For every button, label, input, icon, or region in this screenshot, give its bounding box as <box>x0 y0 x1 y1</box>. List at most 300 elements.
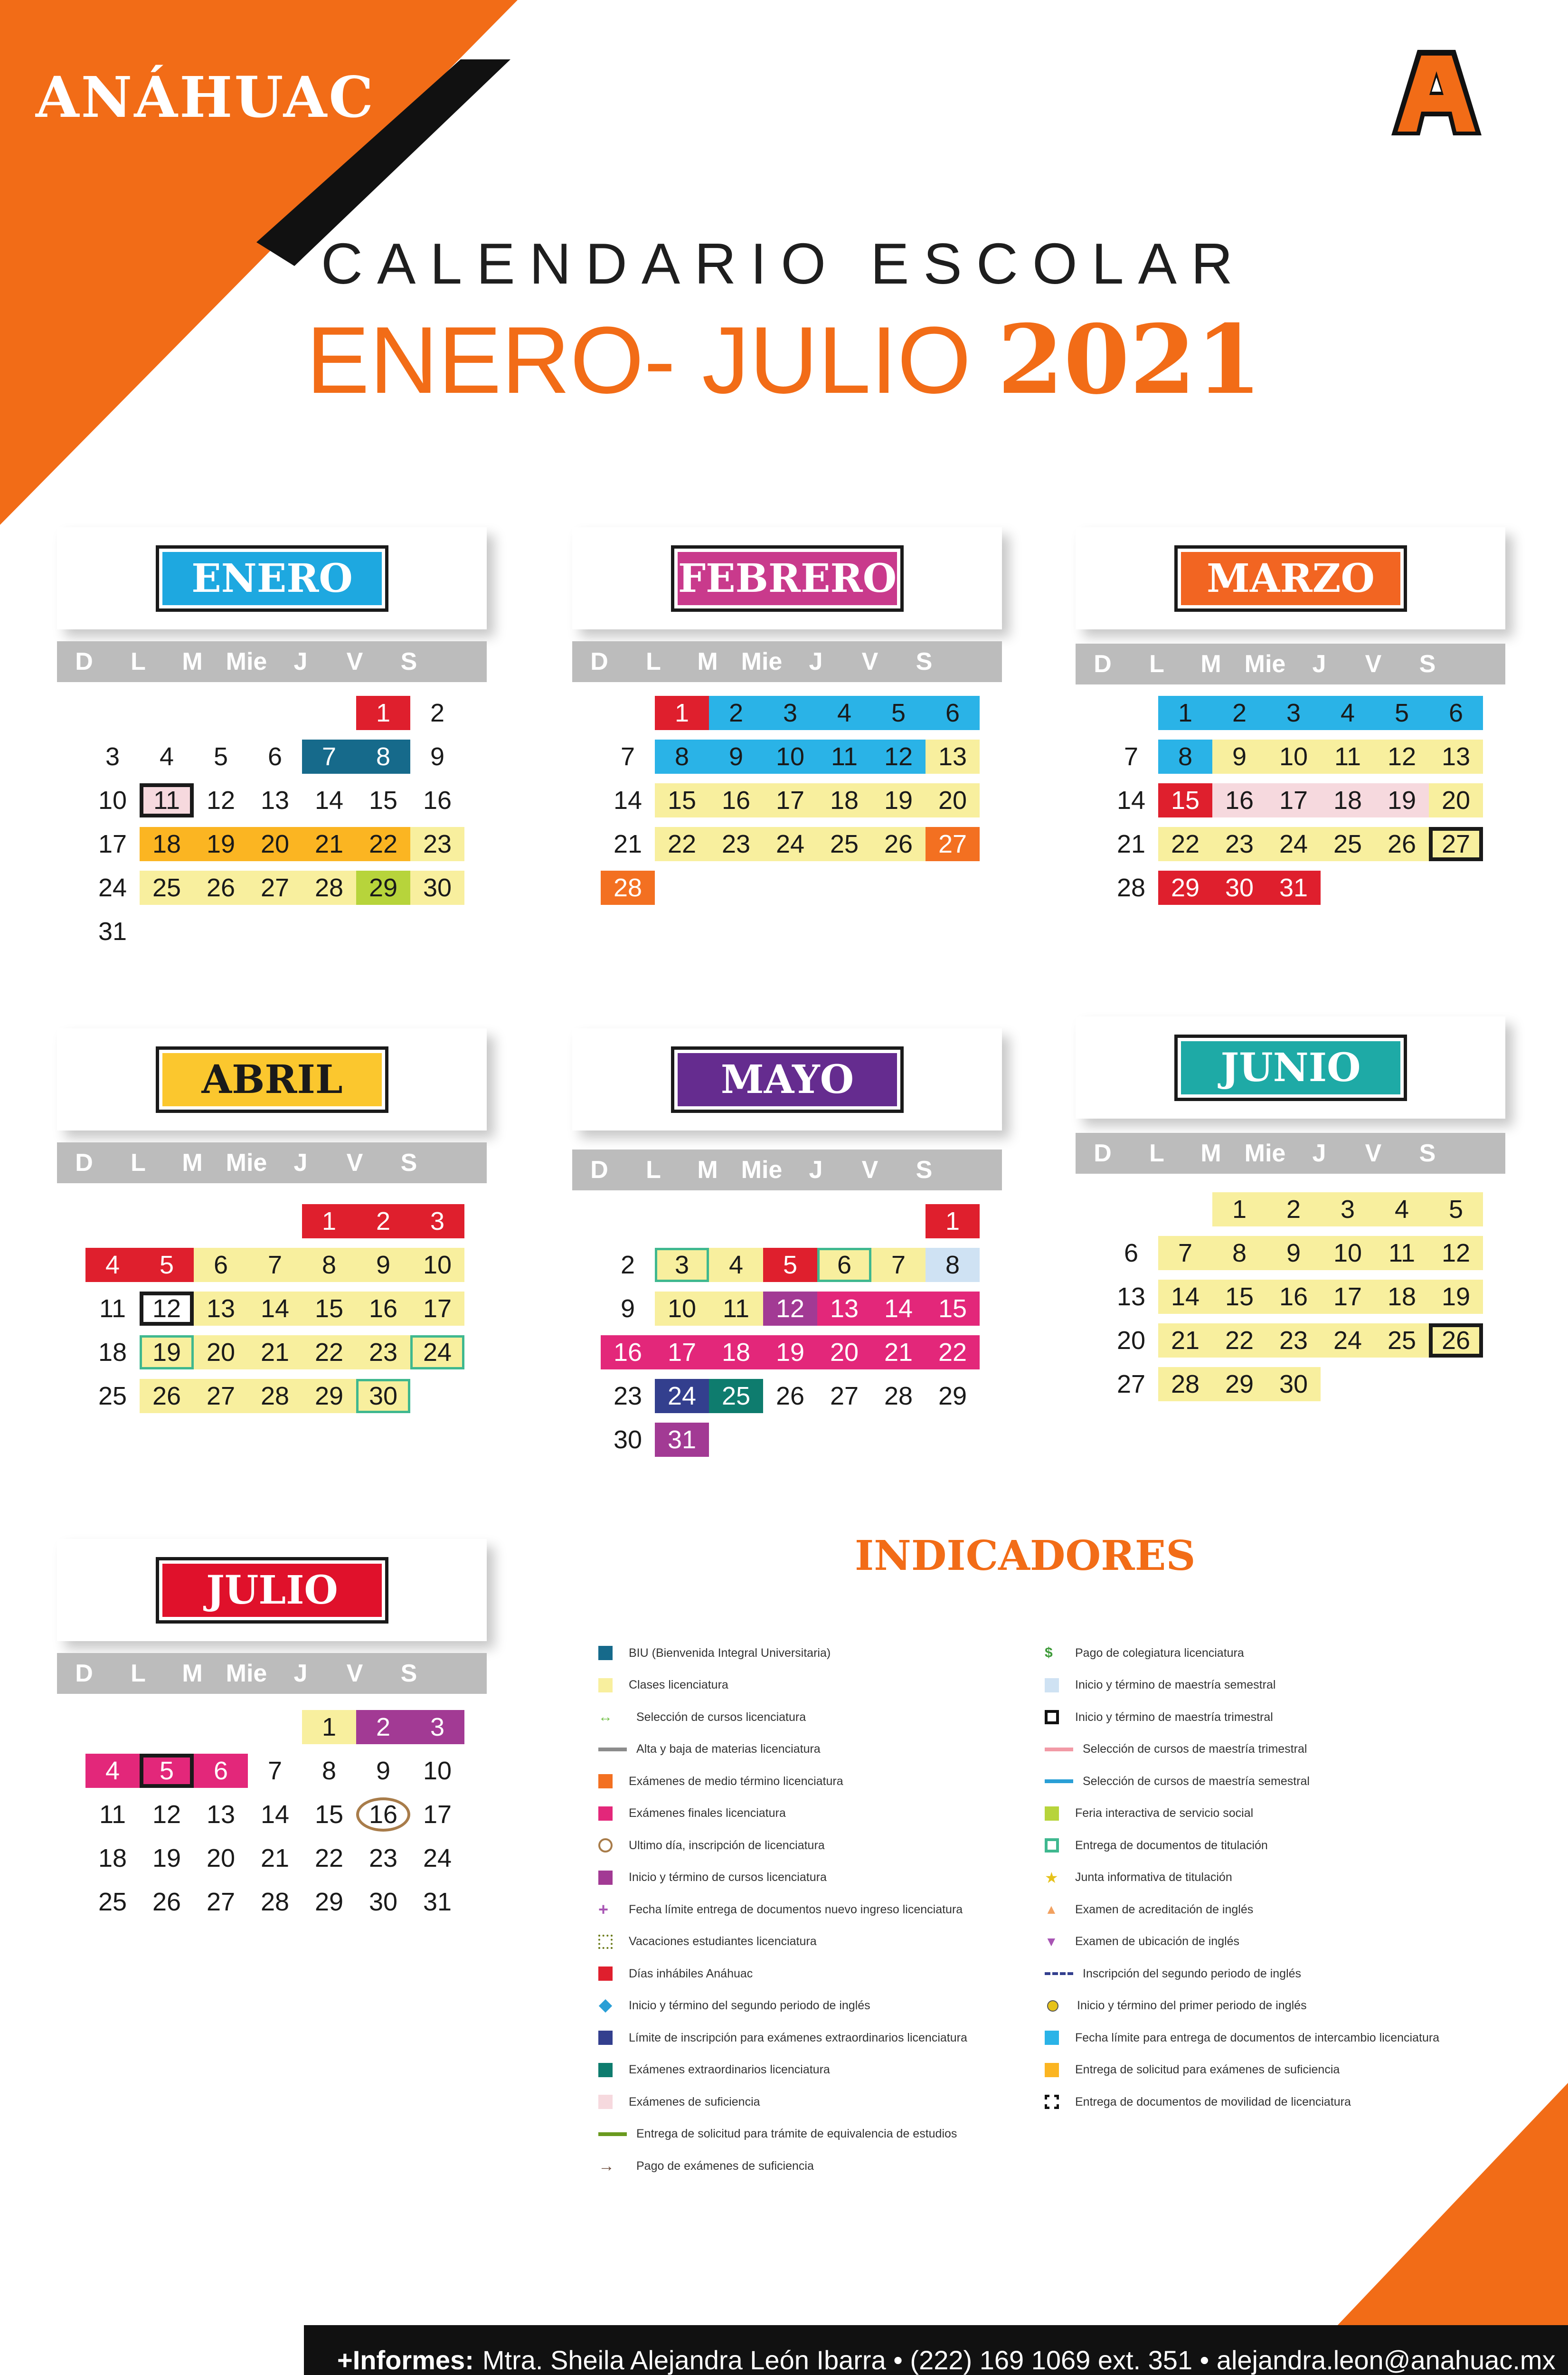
legend-label: Clases licenciatura <box>629 1678 728 1691</box>
day-cell[interactable]: 30 <box>410 871 464 905</box>
day-cell[interactable]: 26 <box>1375 827 1429 861</box>
day-cell[interactable]: 27 <box>248 871 302 905</box>
day-cell[interactable]: 12 <box>871 740 926 774</box>
weekday-l: L <box>1149 1140 1164 1167</box>
weekday-s: S <box>916 648 933 675</box>
square-icon <box>1045 2063 1059 2077</box>
day-cell[interactable]: 20 <box>926 783 980 817</box>
day-cell[interactable]: 9 <box>1212 740 1266 774</box>
legend-label: Vacaciones estudiantes licenciatura <box>629 1935 817 1948</box>
day-cell[interactable]: 26 <box>194 871 248 905</box>
day-cell[interactable]: 17 <box>98 830 127 858</box>
legend-label: Selección de cursos de maestría trimestral <box>1083 1742 1307 1756</box>
weekday-m: M <box>182 648 203 675</box>
day-cell[interactable]: 13 <box>206 1800 236 1829</box>
day-cell[interactable]: 3 <box>763 696 817 730</box>
day-cell[interactable]: 15 <box>302 1292 356 1326</box>
legend-label: Alta y baja de materias licenciatura <box>636 1742 821 1756</box>
title-year: 2021 <box>997 304 1262 416</box>
day-cell[interactable]: 7 <box>1124 742 1139 771</box>
day-cell[interactable]: 12 <box>763 1292 817 1326</box>
day-cell[interactable]: 21 <box>260 1844 290 1872</box>
day-cell[interactable]: 27 <box>194 1379 248 1413</box>
day-cell[interactable]: 31 <box>655 1423 709 1457</box>
day-cell[interactable]: 17 <box>1321 1280 1375 1314</box>
day-cell[interactable]: 22 <box>302 1335 356 1369</box>
day-cell[interactable]: 22 <box>1158 827 1212 861</box>
day-cell[interactable]: 5 <box>140 1754 194 1788</box>
legend-label: BIU (Bienvenida Integral Universitaria) <box>629 1646 831 1660</box>
weekday-j: J <box>809 1156 823 1184</box>
day-cell[interactable]: 16 <box>1266 1280 1321 1314</box>
day-cell[interactable]: 2 <box>430 699 445 727</box>
day-cell[interactable]: 4 <box>85 1754 140 1788</box>
legend-item <box>1045 2028 1439 2047</box>
day-cell[interactable]: 17 <box>763 783 817 817</box>
legend-label: Entrega de documentos de movilidad de licenciatura <box>1075 2095 1351 2109</box>
month-name: JUNIO <box>1181 1041 1400 1094</box>
legend-label: Pago de exámenes de suficiencia <box>636 2159 814 2173</box>
day-cell[interactable]: 20 <box>1429 783 1483 817</box>
day-cell[interactable]: 12 <box>1429 1236 1483 1270</box>
square-icon <box>1045 1678 1059 1692</box>
day-cell[interactable]: 19 <box>194 827 248 861</box>
day-cell[interactable]: 5 <box>763 1248 817 1282</box>
day-cell[interactable]: 7 <box>248 1248 302 1282</box>
day-cell[interactable]: 11 <box>99 1294 126 1323</box>
day-cell[interactable]: 2 <box>1212 696 1266 730</box>
day-cell[interactable]: 13 <box>1116 1282 1146 1311</box>
day-cell[interactable]: 7 <box>267 1757 283 1785</box>
indicators-title: INDICADORES <box>855 1532 1196 1580</box>
day-cell[interactable]: 23 <box>368 1844 398 1872</box>
legend-label: Inicio y término de maestría semestral <box>1075 1678 1276 1691</box>
legend-item <box>598 1644 831 1662</box>
day-cell[interactable]: 19 <box>140 1335 194 1369</box>
day-cell[interactable]: 25 <box>140 871 194 905</box>
circle-icon <box>598 1838 613 1852</box>
weekday-d: D <box>75 1149 93 1177</box>
day-cell[interactable]: 4 <box>85 1248 140 1282</box>
day-cell[interactable]: 30 <box>356 1379 410 1413</box>
day-cell[interactable]: 12 <box>1375 740 1429 774</box>
weekday-header <box>572 641 1002 682</box>
brand-name: ANÁHUAC <box>36 64 376 130</box>
square-icon <box>598 1646 613 1660</box>
legend-label: Exámenes finales licenciatura <box>629 1806 786 1820</box>
outline-square-icon <box>1045 1710 1059 1724</box>
legend-item <box>1045 1964 1301 1983</box>
day-cell[interactable]: 24 <box>1321 1323 1375 1358</box>
day-cell[interactable]: 12 <box>152 1800 181 1829</box>
day-cell[interactable]: 5 <box>213 742 228 771</box>
weekday-header <box>572 1150 1002 1190</box>
day-cell[interactable]: 3 <box>105 742 120 771</box>
weekday-m: M <box>697 648 718 675</box>
day-cell[interactable]: 10 <box>655 1292 709 1326</box>
day-cell[interactable]: 4 <box>817 696 871 730</box>
day-cell[interactable]: 2 <box>1266 1192 1321 1226</box>
day-cell[interactable]: 19 <box>1375 783 1429 817</box>
day-cell[interactable]: 1 <box>926 1204 980 1238</box>
day-cell[interactable]: 28 <box>601 871 655 905</box>
day-cell[interactable]: 1 <box>1158 696 1212 730</box>
day-cell[interactable]: 20 <box>194 1335 248 1369</box>
day-cell[interactable]: 17 <box>1266 783 1321 817</box>
day-cell[interactable]: 14 <box>260 1800 290 1829</box>
day-cell[interactable]: 29 <box>1158 871 1212 905</box>
weekday-l: L <box>131 648 146 675</box>
day-cell[interactable]: 8 <box>321 1757 337 1785</box>
month-header-mayo <box>572 1028 1002 1130</box>
weekday-s: S <box>916 1156 933 1184</box>
day-cell[interactable]: 28 <box>260 1888 290 1916</box>
day-cell[interactable]: 4 <box>159 742 174 771</box>
day-cell[interactable]: 10 <box>763 740 817 774</box>
day-cell[interactable]: 19 <box>871 783 926 817</box>
day-cell[interactable]: 18 <box>140 827 194 861</box>
day-cell[interactable]: 15 <box>926 1292 980 1326</box>
day-cell[interactable]: 11 <box>1375 1236 1429 1270</box>
day-cell[interactable]: 29 <box>356 871 410 905</box>
weekday-v: V <box>346 1149 363 1177</box>
day-cell[interactable]: 2 <box>356 1204 410 1238</box>
footer-label: +Informes: <box>337 2345 474 2375</box>
day-cell[interactable]: 19 <box>763 1335 817 1369</box>
day-cell[interactable]: 25 <box>98 1382 127 1410</box>
day-cell[interactable]: 28 <box>884 1382 913 1410</box>
title-line-1: CALENDARIO ESCOLAR <box>321 231 1247 296</box>
day-cell[interactable]: 24 <box>423 1844 452 1872</box>
day-cell[interactable]: 21 <box>248 1335 302 1369</box>
day-cell[interactable]: 12 <box>206 786 236 815</box>
day-cell[interactable]: 6 <box>926 696 980 730</box>
month-header-julio <box>57 1539 487 1641</box>
day-cell[interactable]: 21 <box>302 827 356 861</box>
day-cell[interactable]: 30 <box>613 1425 642 1454</box>
day-cell[interactable]: 4 <box>1375 1192 1429 1226</box>
day-cell[interactable]: 8 <box>926 1248 980 1282</box>
day-cell[interactable]: 1 <box>302 1710 356 1744</box>
day-cell[interactable]: 24 <box>410 1335 464 1369</box>
day-cell[interactable]: 8 <box>655 740 709 774</box>
day-cell[interactable]: 20 <box>817 1335 871 1369</box>
day-cell[interactable]: 24 <box>98 874 127 902</box>
day-cell[interactable]: 11 <box>99 1800 126 1829</box>
day-cell[interactable]: 3 <box>410 1710 464 1744</box>
day-cell[interactable]: 26 <box>152 1888 181 1916</box>
day-cell[interactable]: 28 <box>248 1379 302 1413</box>
day-cell[interactable]: 23 <box>1212 827 1266 861</box>
day-cell[interactable]: 4 <box>709 1248 763 1282</box>
weekday-v: V <box>861 1156 878 1184</box>
day-cell[interactable]: 24 <box>1266 827 1321 861</box>
legend-label: Inicio y término de maestría trimestral <box>1075 1710 1273 1724</box>
day-cell[interactable]: 1 <box>302 1204 356 1238</box>
day-cell[interactable]: 27 <box>1116 1370 1146 1398</box>
day-cell[interactable]: 4 <box>1321 696 1375 730</box>
month-header-febrero <box>572 527 1002 629</box>
day-cell[interactable]: 6 <box>817 1248 871 1282</box>
day-cell[interactable]: 22 <box>655 827 709 861</box>
day-cell[interactable]: 24 <box>655 1379 709 1413</box>
day-cell[interactable]: 17 <box>410 1292 464 1326</box>
day-cell[interactable]: 11 <box>1321 740 1375 774</box>
day-cell[interactable]: 23 <box>410 827 464 861</box>
day-cell[interactable]: 16 <box>356 1292 410 1326</box>
day-cell[interactable]: 17 <box>423 1800 452 1829</box>
day-cell[interactable]: 3 <box>410 1204 464 1238</box>
day-cell[interactable]: 3 <box>655 1248 709 1282</box>
day-cell[interactable]: 25 <box>709 1379 763 1413</box>
day-cell[interactable]: 28 <box>302 871 356 905</box>
day-cell[interactable]: 13 <box>1429 740 1483 774</box>
day-cell[interactable]: 6 <box>194 1754 248 1788</box>
day-cell[interactable]: 14 <box>248 1292 302 1326</box>
weekday-header <box>1076 1133 1505 1174</box>
day-cell[interactable]: 15 <box>368 786 398 815</box>
day-cell[interactable]: 2 <box>620 1251 635 1279</box>
day-cell[interactable]: 18 <box>98 1844 127 1872</box>
day-cell[interactable]: 8 <box>1212 1236 1266 1270</box>
day-cell[interactable]: 8 <box>356 740 410 774</box>
weekday-header <box>57 1653 487 1694</box>
day-cell[interactable]: 14 <box>1116 786 1146 815</box>
day-cell[interactable]: 6 <box>194 1248 248 1282</box>
day-cell[interactable]: 19 <box>152 1844 181 1872</box>
day-cell[interactable]: 27 <box>206 1888 236 1916</box>
weekday-d: D <box>75 648 93 675</box>
day-cell[interactable]: 31 <box>1266 871 1321 905</box>
day-cell[interactable]: 21 <box>1158 1323 1212 1358</box>
day-cell[interactable]: 6 <box>1124 1239 1139 1267</box>
day-cell[interactable]: 9 <box>376 1757 391 1785</box>
day-cell[interactable]: 25 <box>98 1888 127 1916</box>
legend-item <box>1045 1836 1268 1855</box>
weekday-header <box>57 1142 487 1183</box>
day-cell[interactable]: 6 <box>1429 696 1483 730</box>
day-cell[interactable]: 10 <box>1266 740 1321 774</box>
diamond-icon <box>599 1999 612 2012</box>
day-cell[interactable]: 16 <box>1212 783 1266 817</box>
weekday-d: D <box>590 648 608 675</box>
day-cell[interactable]: 29 <box>302 1379 356 1413</box>
day-cell[interactable]: 3 <box>1266 696 1321 730</box>
day-cell[interactable]: 10 <box>423 1757 452 1785</box>
day-cell[interactable]: 27 <box>830 1382 859 1410</box>
day-cell[interactable]: 22 <box>1212 1323 1266 1358</box>
outline-square-icon <box>1045 1838 1059 1852</box>
day-cell[interactable]: 26 <box>1429 1323 1483 1358</box>
day-cell[interactable]: 31 <box>98 917 127 946</box>
square-icon <box>598 1678 613 1692</box>
day-cell[interactable]: 7 <box>1158 1236 1212 1270</box>
day-cell[interactable]: 26 <box>140 1379 194 1413</box>
day-cell[interactable]: 27 <box>926 827 980 861</box>
legend-item <box>1045 1996 1307 2015</box>
day-cell[interactable]: 18 <box>98 1338 127 1367</box>
legend-label: Selección de cursos de maestría semestral <box>1083 1774 1310 1788</box>
day-cell[interactable]: 1 <box>655 696 709 730</box>
day-cell[interactable]: 11 <box>140 783 194 817</box>
day-cell[interactable]: 23 <box>613 1382 642 1410</box>
month-label-frame <box>671 545 904 612</box>
day-cell[interactable]: 14 <box>871 1292 926 1326</box>
month-header-abril <box>57 1028 487 1130</box>
weekday-l: L <box>646 648 661 675</box>
day-cell[interactable]: 7 <box>871 1248 926 1282</box>
title-line-2 <box>0 304 1568 416</box>
day-cell[interactable]: 22 <box>314 1844 344 1872</box>
day-cell[interactable]: 5 <box>1375 696 1429 730</box>
day-cell[interactable]: 25 <box>817 827 871 861</box>
day-cell[interactable]: 21 <box>871 1335 926 1369</box>
square-icon <box>1045 1806 1059 1821</box>
weekday-l: L <box>131 1660 146 1687</box>
day-cell[interactable]: 6 <box>267 742 283 771</box>
day-cell[interactable]: 23 <box>1266 1323 1321 1358</box>
weekday-header <box>1076 644 1505 684</box>
day-cell[interactable]: 9 <box>356 1248 410 1282</box>
day-cell[interactable]: 23 <box>356 1335 410 1369</box>
legend-item <box>598 1804 786 1823</box>
legend-item <box>598 1868 827 1887</box>
day-cell[interactable]: 15 <box>1158 783 1212 817</box>
day-cell[interactable]: 29 <box>314 1888 344 1916</box>
weekday-v: V <box>861 648 878 675</box>
day-cell[interactable]: 27 <box>1429 827 1483 861</box>
day-cell[interactable]: 13 <box>194 1292 248 1326</box>
day-cell[interactable]: 16 <box>709 783 763 817</box>
day-cell[interactable]: 13 <box>260 786 290 815</box>
weekday-m: M <box>182 1149 203 1177</box>
day-cell[interactable]: 18 <box>709 1335 763 1369</box>
day-cell[interactable]: 14 <box>613 786 642 815</box>
weekday-v: V <box>346 648 363 675</box>
day-cell[interactable]: 22 <box>356 827 410 861</box>
weekday-s: S <box>400 648 417 675</box>
month-header-junio <box>1076 1016 1505 1119</box>
day-cell[interactable]: 2 <box>709 696 763 730</box>
square-icon <box>598 1774 613 1788</box>
day-cell[interactable]: 21 <box>613 830 642 858</box>
legend-item <box>1045 1868 1232 1887</box>
day-cell[interactable]: 13 <box>926 740 980 774</box>
day-cell[interactable]: 8 <box>302 1248 356 1282</box>
day-cell[interactable]: 9 <box>709 740 763 774</box>
day-cell[interactable]: 26 <box>871 827 926 861</box>
day-cell[interactable]: 16 <box>423 786 452 815</box>
day-cell[interactable]: 29 <box>1212 1367 1266 1401</box>
day-cell[interactable]: 30 <box>1212 871 1266 905</box>
day-cell[interactable]: 20 <box>206 1844 236 1872</box>
day-cell[interactable]: 5 <box>140 1248 194 1282</box>
line-icon <box>598 2132 627 2136</box>
day-cell[interactable]: 28 <box>1116 874 1146 902</box>
weekday-mie: Mie <box>226 1660 267 1687</box>
day-cell[interactable]: 7 <box>302 740 356 774</box>
day-cell[interactable]: 16 <box>356 1797 410 1832</box>
month-label-frame <box>156 1557 388 1624</box>
day-cell[interactable]: 10 <box>1321 1236 1375 1270</box>
day-cell[interactable]: 31 <box>423 1888 452 1916</box>
legend-label: Pago de colegiatura licenciatura <box>1075 1646 1244 1660</box>
day-cell[interactable]: 16 <box>601 1335 655 1369</box>
day-cell[interactable]: 1 <box>356 696 410 730</box>
weekday-j: J <box>293 1149 308 1177</box>
dotted-square-icon <box>598 1935 613 1949</box>
day-cell[interactable]: 15 <box>314 1800 344 1829</box>
day-cell[interactable]: 18 <box>817 783 871 817</box>
day-cell[interactable]: 17 <box>655 1335 709 1369</box>
day-cell[interactable]: 12 <box>140 1292 194 1326</box>
day-cell[interactable]: 7 <box>620 742 635 771</box>
day-cell[interactable]: 15 <box>655 783 709 817</box>
day-cell[interactable]: 19 <box>1429 1280 1483 1314</box>
day-cell[interactable]: 10 <box>98 786 127 815</box>
weekday-d: D <box>1094 650 1112 678</box>
day-cell[interactable]: 15 <box>1212 1280 1266 1314</box>
day-cell[interactable]: 9 <box>1266 1236 1321 1270</box>
legend-item <box>1045 1900 1253 1919</box>
square-icon <box>598 1966 613 1981</box>
day-cell[interactable]: 8 <box>1158 740 1212 774</box>
day-cell[interactable]: 29 <box>938 1382 967 1410</box>
legend-label: Días inhábiles Anáhuac <box>629 1966 753 1980</box>
day-cell[interactable]: 28 <box>1158 1367 1212 1401</box>
day-cell[interactable]: 3 <box>1321 1192 1375 1226</box>
day-cell[interactable]: 24 <box>763 827 817 861</box>
legend-label: Entrega de documentos de titulación <box>1075 1838 1268 1852</box>
square-icon <box>598 2095 613 2109</box>
weekday-d: D <box>75 1660 93 1687</box>
day-cell[interactable]: 5 <box>1429 1192 1483 1226</box>
day-cell[interactable]: 11 <box>709 1292 763 1326</box>
day-cell[interactable]: 25 <box>1375 1323 1429 1358</box>
day-cell[interactable]: 23 <box>709 827 763 861</box>
weekday-m: M <box>1200 650 1221 678</box>
month-name: FEBRERO <box>678 552 897 605</box>
day-cell[interactable]: 13 <box>817 1292 871 1326</box>
day-cell[interactable]: 25 <box>1321 827 1375 861</box>
weekday-v: V <box>1365 650 1382 678</box>
day-cell[interactable]: 30 <box>1266 1367 1321 1401</box>
day-cell[interactable]: 2 <box>356 1710 410 1744</box>
day-cell[interactable]: 9 <box>620 1294 635 1323</box>
day-cell[interactable]: 11 <box>817 740 871 774</box>
legend-item <box>598 1900 963 1919</box>
day-cell[interactable]: 14 <box>314 786 344 815</box>
day-cell[interactable]: 9 <box>430 742 445 771</box>
day-cell[interactable]: 26 <box>775 1382 805 1410</box>
day-cell[interactable]: 21 <box>1116 830 1146 858</box>
day-cell[interactable]: 14 <box>1158 1280 1212 1314</box>
day-cell[interactable]: 18 <box>1321 783 1375 817</box>
day-cell[interactable]: 30 <box>368 1888 398 1916</box>
day-cell[interactable]: 10 <box>410 1248 464 1282</box>
day-cell[interactable]: 22 <box>926 1335 980 1369</box>
day-cell[interactable]: 1 <box>1212 1192 1266 1226</box>
day-cell[interactable]: 5 <box>871 696 926 730</box>
weekday-j: J <box>1312 1140 1326 1167</box>
day-cell[interactable]: 18 <box>1375 1280 1429 1314</box>
dollar-icon: $ <box>1045 1645 1053 1661</box>
day-cell[interactable]: 20 <box>248 827 302 861</box>
legend-item <box>1045 1804 1253 1823</box>
legend-label: Inicio y término del primer periodo de inglés <box>1077 1999 1307 2012</box>
legend-item <box>1045 1708 1273 1727</box>
day-cell[interactable]: 20 <box>1116 1326 1146 1355</box>
